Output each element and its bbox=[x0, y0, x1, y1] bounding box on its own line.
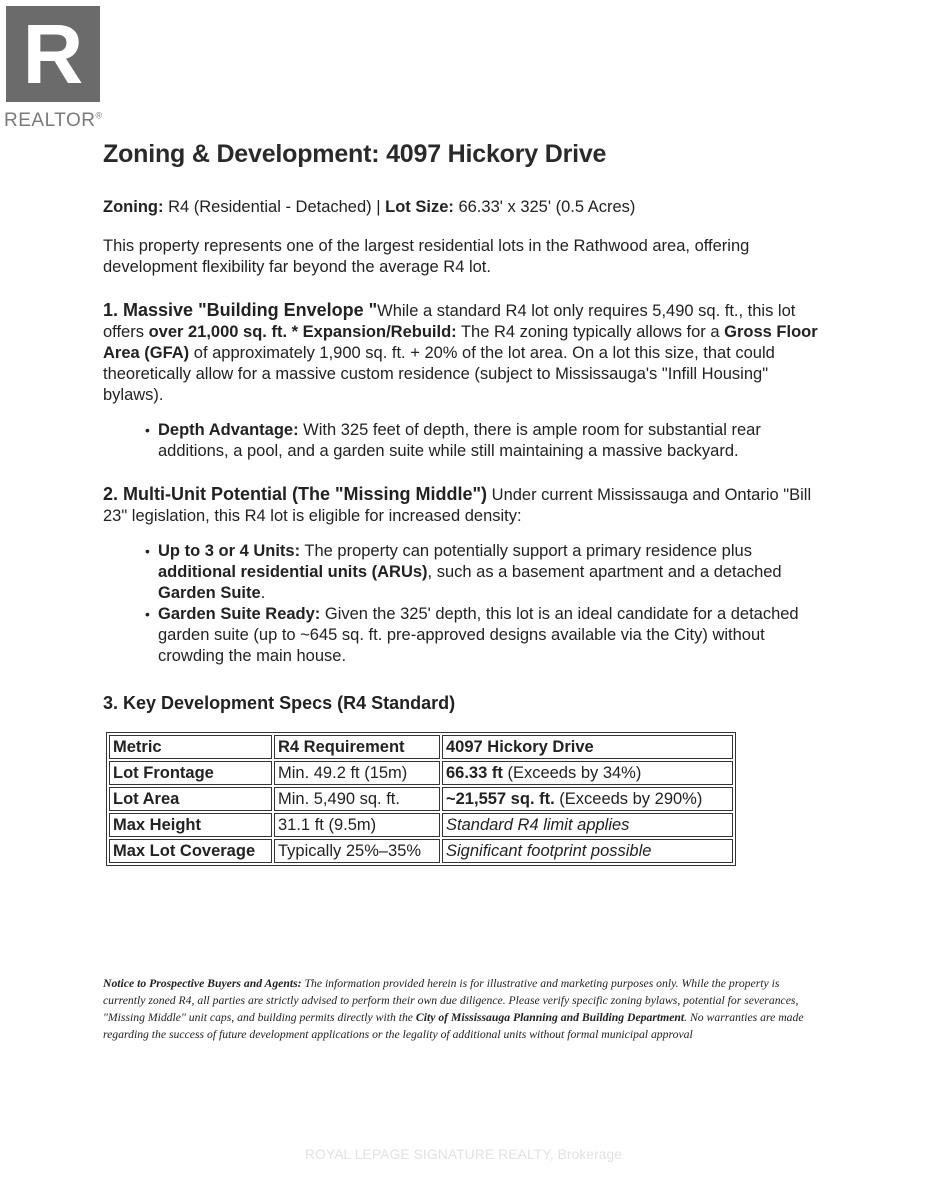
cell-requirement: Min. 49.2 ft (15m) bbox=[274, 761, 440, 785]
bullet-garden-suite bbox=[145, 604, 823, 667]
bullet-units bbox=[145, 541, 823, 604]
lot-size-label: Lot Size: bbox=[385, 198, 454, 216]
section-1-text-a: While a standard R4 lot only requires 5,490 sq. ft., this lot offers bbox=[103, 302, 796, 341]
document-body bbox=[103, 140, 823, 866]
bullet-label: Depth Advantage: bbox=[158, 421, 299, 439]
notice-text-a: The information provided herein is for illustrative and marketing purposes only. While the property is currently zoned R4, all parties are strictly advised to perform their own due diligence. Please verify specific zoning bylaws, potential for severances, "Missing Middle" unit caps, and building permits directly with the bbox=[103, 977, 799, 1024]
cell-value-rest: (Exceeds by 290%) bbox=[554, 790, 703, 808]
cell-value: Significant footprint possible bbox=[442, 839, 733, 863]
bullet-text: Given the 325' depth, this lot is an ideal candidate for a detached garden suite (up to ~645 sq. ft. pre-approved designs available via the City) without crowding the main house. bbox=[158, 605, 799, 665]
cell-value-bold: 66.33 ft bbox=[446, 764, 503, 782]
page-title: Zoning & Development: 4097 Hickory Drive bbox=[103, 140, 607, 168]
cell-value-bold: ~21,557 sq. ft. bbox=[446, 790, 555, 808]
section-1 bbox=[103, 300, 823, 406]
notice-label: Notice to Prospective Buyers and Agents: bbox=[103, 977, 302, 990]
section-1-text-b: The R4 zoning typically allows for a bbox=[456, 323, 725, 341]
cell-requirement: Min. 5,490 sq. ft. bbox=[274, 787, 440, 811]
cell-requirement: Typically 25%–35% bbox=[274, 839, 440, 863]
realtor-logo-letter: R bbox=[22, 7, 84, 101]
cell-metric: Max Height bbox=[109, 813, 272, 837]
section-2-text: Under current Mississauga and Ontario "Bill 23" legislation, this R4 lot is eligible for increased density: bbox=[103, 486, 812, 525]
section-1-bullets bbox=[145, 420, 823, 462]
bullet-bold: Garden Suite bbox=[158, 584, 261, 602]
table-row bbox=[109, 839, 733, 863]
legal-notice bbox=[103, 975, 823, 1043]
header-metric: Metric bbox=[109, 735, 272, 759]
zoning-summary bbox=[103, 197, 823, 218]
section-1-bold-a: over 21,000 sq. ft. * Expansion/Rebuild: bbox=[148, 323, 457, 341]
cell-metric: Lot Frontage bbox=[109, 761, 272, 785]
section-2 bbox=[103, 484, 823, 527]
bullet-text: With 325 feet of depth, there is ample room for substantial rear additions, a pool, and a garden suite while still maintaining a massive backyard. bbox=[158, 421, 761, 460]
realtor-logo-text bbox=[4, 110, 103, 132]
brokerage-footer: ROYAL LEPAGE SIGNATURE REALTY, Brokerage bbox=[304, 1146, 623, 1162]
bullet-text: . bbox=[260, 584, 266, 602]
header-requirement: R4 Requirement bbox=[274, 735, 440, 759]
section-2-title: 2. Multi-Unit Potential (The "Missing Middle") bbox=[103, 484, 488, 504]
bullet-label: Garden Suite Ready: bbox=[158, 605, 321, 623]
lot-size-value: 66.33' x 325' (0.5 Acres) bbox=[453, 198, 636, 216]
section-3-title: 3. Key Development Specs (R4 Standard) bbox=[103, 693, 456, 713]
notice-text-b: . No warranties are made regarding the success of future development applications or the legality of additional units without formal municipal approval bbox=[103, 1011, 804, 1041]
section-1-title: 1. Massive "Building Envelope " bbox=[103, 300, 378, 320]
bullet-bold: additional residential units (ARUs) bbox=[158, 563, 428, 581]
bullet-text: , such as a basement apartment and a detached bbox=[427, 563, 782, 581]
bullet-text: The property can potentially support a primary residence plus bbox=[300, 542, 752, 560]
bullet-depth-advantage bbox=[145, 420, 823, 462]
table-header-row bbox=[109, 735, 733, 759]
cell-metric: Lot Area bbox=[109, 787, 272, 811]
cell-metric: Max Lot Coverage bbox=[109, 839, 272, 863]
section-1-bold-b: Gross Floor Area (GFA) bbox=[103, 323, 818, 362]
table-row bbox=[109, 813, 733, 837]
section-2-bullets bbox=[145, 541, 823, 667]
cell-value bbox=[442, 761, 733, 785]
bullet-label: Up to 3 or 4 Units: bbox=[158, 542, 301, 560]
table-row bbox=[109, 761, 733, 785]
notice-bold: City of Mississauga Planning and Building Department bbox=[415, 1011, 685, 1024]
intro-paragraph: This property represents one of the largest residential lots in the Rathwood area, offering development flexibility far beyond the average R4 lot. bbox=[103, 237, 750, 276]
registered-mark: ® bbox=[95, 110, 103, 121]
specs-table bbox=[106, 732, 736, 866]
realtor-logo bbox=[4, 6, 110, 130]
cell-requirement: 31.1 ft (9.5m) bbox=[274, 813, 440, 837]
zoning-label: Zoning: bbox=[103, 198, 164, 216]
cell-value-rest: (Exceeds by 34%) bbox=[502, 764, 642, 782]
section-1-text-c: of approximately 1,900 sq. ft. + 20% of the lot area. On a lot this size, that could theoretically allow for a massive custom residence (subject to Mississauga's "Infill Housing" bylaws). bbox=[103, 344, 775, 404]
cell-value: Standard R4 limit applies bbox=[442, 813, 733, 837]
cell-value bbox=[442, 787, 733, 811]
header-property: 4097 Hickory Drive bbox=[442, 735, 733, 759]
realtor-logo-box bbox=[6, 6, 100, 102]
table-row bbox=[109, 787, 733, 811]
realtor-logo-word: REALTOR bbox=[4, 110, 96, 131]
zoning-value: R4 (Residential - Detached) | bbox=[163, 198, 386, 216]
